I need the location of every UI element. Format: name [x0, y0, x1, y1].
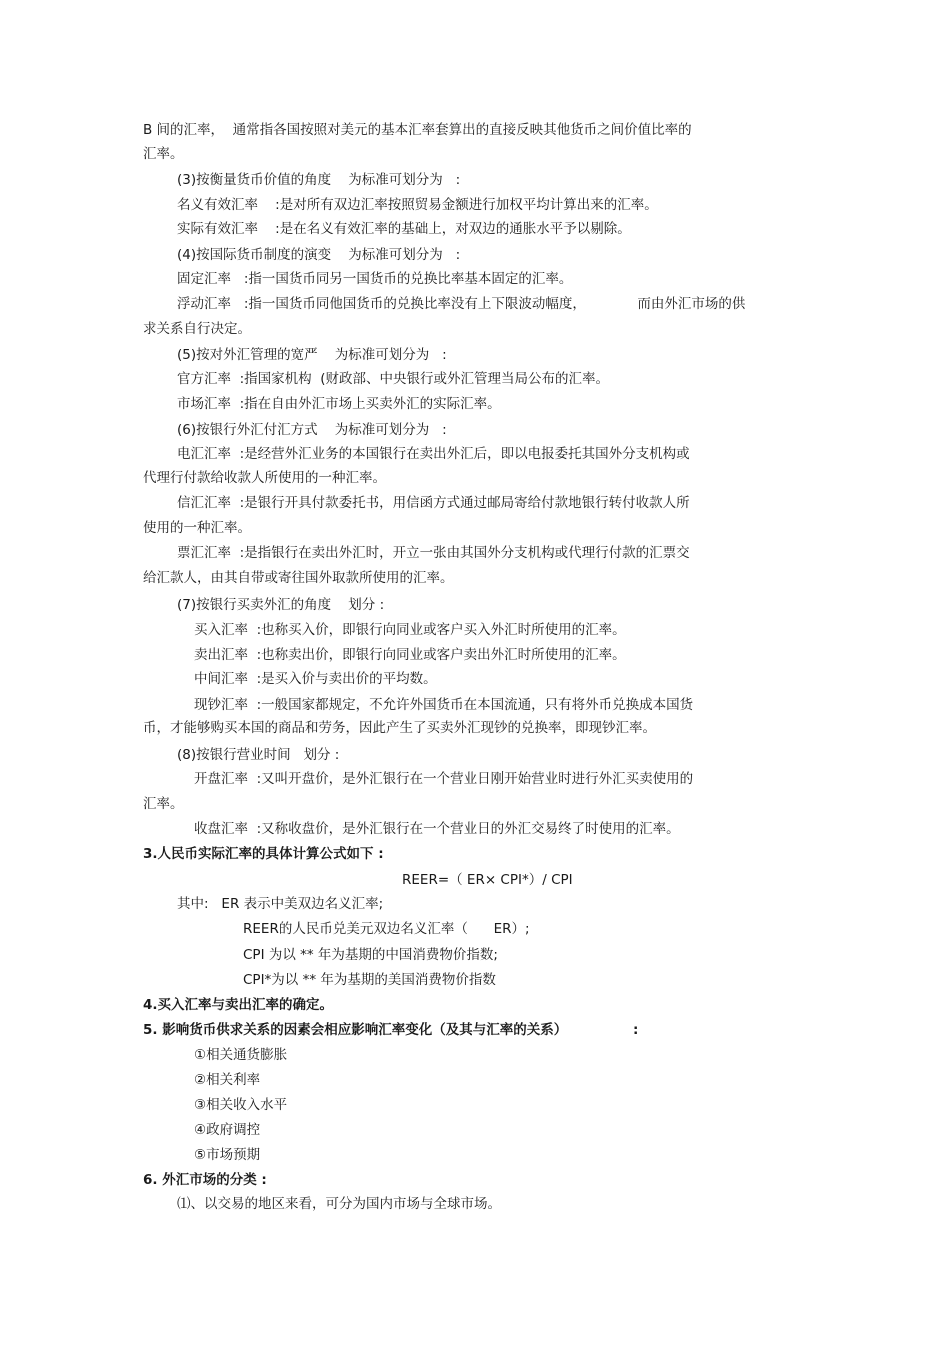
text-line: 其中: ER 表示中美双边名义汇率; [177, 896, 384, 912]
text-line: 汇率。 [143, 146, 184, 162]
text-line: ⑴、以交易的地区来看，可分为国内市场与全球市场。 [177, 1196, 501, 1212]
text-line: 固定汇率 :指一国货币同另一国货币的兑换比率基本固定的汇率。 [177, 271, 573, 287]
text-line: 求关系自行决定。 [143, 321, 251, 337]
numbered-heading: 6. 外汇市场的分类 : [143, 1172, 267, 1188]
numbered-heading: 5. 影响货币供求关系的因素会相应影响汇率变化（及其与汇率的关系） : [143, 1022, 639, 1038]
section-heading: (3)按衡量货币价值的角度 为标准可划分为 : [177, 172, 461, 188]
text-line: 电汇汇率 :是经营外汇业务的本国银行在卖出外汇后，即以电报委托其国外分支机构或 [177, 446, 690, 462]
section-heading: (7)按银行买卖外汇的角度 划分 : [177, 597, 385, 613]
list-item: ⑤市场预期 [194, 1147, 261, 1163]
text-line: 名义有效汇率 :是对所有双边汇率按照贸易金额进行加权平均计算出来的汇率。 [177, 197, 658, 213]
text-line: 票汇汇率 :是指银行在卖出外汇时，开立一张由其国外分支机构或代理行付款的汇票交 [177, 545, 690, 561]
section-heading: (4)按国际货币制度的演变 为标准可划分为 : [177, 247, 461, 263]
text-line: 信汇汇率 :是银行开具付款委托书，用信函方式通过邮局寄给付款地银行转付收款人所 [177, 495, 690, 511]
text-line: B 间的汇率， 通常指各国按照对美元的基本汇率套算出的直接反映其他货币之间价值比率的 [143, 122, 692, 138]
text-line: 现钞汇率 :一般国家都规定，不允许外国货币在本国流通，只有将外币兑换成本国货 [194, 697, 694, 713]
text-line: 官方汇率 :指国家机构 (财政部、中央银行或外汇管理当局公布的汇率。 [177, 371, 609, 387]
text-line: 买入汇率 :也称买入价，即银行向同业或客户买入外汇时所使用的汇率。 [194, 622, 626, 638]
list-item: ③相关收入水平 [194, 1097, 288, 1113]
text-line: 汇率。 [143, 796, 184, 812]
section-heading: (5)按对外汇管理的宽严 为标准可划分为 : [177, 347, 447, 363]
list-item: ②相关利率 [194, 1072, 261, 1088]
text-line: 使用的一种汇率。 [143, 520, 251, 536]
numbered-heading: 3.人民币实际汇率的具体计算公式如下 : [143, 846, 384, 862]
numbered-heading: 4.买入汇率与卖出汇率的确定。 [143, 997, 334, 1013]
section-heading: (8)按银行营业时间 划分 : [177, 747, 340, 763]
text-line: 实际有效汇率 :是在名义有效汇率的基础上，对双边的通胀水平予以剔除。 [177, 221, 631, 237]
text-line: 收盘汇率 :又称收盘价，是外汇银行在一个营业日的外汇交易终了时使用的汇率。 [194, 821, 680, 837]
text-line: 浮动汇率 :指一国货币同他国货币的兑换比率没有上下限波动幅度， 而由外汇市场的供 [177, 296, 746, 312]
formula: REER=（ ER× CPI*）/ CPI [402, 872, 573, 888]
text-line: 给汇款人，由其自带或寄往国外取款所使用的汇率。 [143, 570, 454, 586]
text-line: CPI 为以 ** 年为基期的中国消费物价指数; [243, 947, 498, 963]
list-item: ①相关通货膨胀 [194, 1047, 288, 1063]
text-line: 代理行付款给收款人所使用的一种汇率。 [143, 470, 386, 486]
list-item: ④政府调控 [194, 1122, 261, 1138]
text-line: 中间汇率 :是买入价与卖出价的平均数。 [194, 671, 437, 687]
text-line: 开盘汇率 :又叫开盘价，是外汇银行在一个营业日刚开始营业时进行外汇买卖使用的 [194, 771, 694, 787]
text-line: 市场汇率 :指在自由外汇市场上买卖外汇的实际汇率。 [177, 396, 501, 412]
text-line: 币，才能够购买本国的商品和劳务，因此产生了买卖外汇现钞的兑换率，即现钞汇率。 [143, 720, 656, 736]
section-heading: (6)按银行外汇付汇方式 为标准可划分为 : [177, 422, 447, 438]
text-line: 卖出汇率 :也称卖出价，即银行向同业或客户卖出外汇时所使用的汇率。 [194, 647, 626, 663]
text-line: CPI*为以 ** 年为基期的美国消费物价指数 [243, 972, 496, 988]
text-line: REER的人民币兑美元双边名义汇率（ ER）; [243, 921, 530, 937]
